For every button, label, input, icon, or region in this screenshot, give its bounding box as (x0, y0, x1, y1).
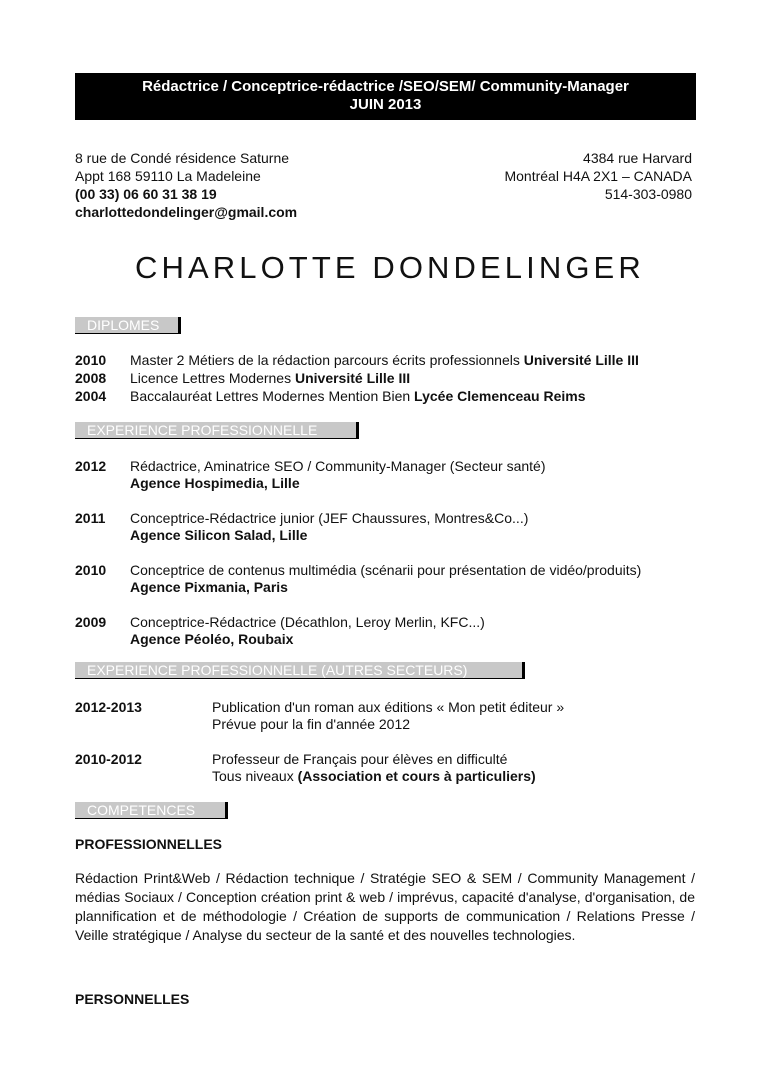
other-experience-note: Tous niveaux (212, 768, 298, 784)
diploma-item (130, 370, 410, 387)
other-experience-line1: Professeur de Français pour élèves en difficulté (212, 751, 508, 767)
cv-date: JUIN 2013 (349, 96, 422, 113)
other-experience-years: 2010-2012 (75, 751, 142, 767)
experience-agency: Agence Hospimedia, Lille (130, 475, 300, 491)
experience-title: Conceptrice-Rédactrice junior (JEF Chaussures, Montres&Co...) (130, 510, 529, 526)
experience-year: 2011 (75, 510, 106, 526)
experience-year: 2012 (75, 458, 107, 474)
diploma-year: 2004 (75, 388, 107, 404)
other-experience-line2 (212, 768, 536, 785)
competences-perso-heading: PERSONNELLES (75, 991, 190, 1007)
other-experience-line2 (212, 716, 410, 733)
section-experience-other: EXPERIENCE PROFESSIONNELLE (AUTRES SECTEURS) (75, 662, 525, 679)
diploma-school: Université Lille III (294, 370, 411, 386)
diploma-item (130, 352, 639, 369)
experience-agency: Agence Pixmania, Paris (130, 579, 288, 595)
experience-year: 2009 (75, 614, 107, 630)
other-experience-note: Prévue pour la fin d'année 2012 (212, 716, 411, 732)
email-address[interactable]: charlottedondelinger@gmail.com (75, 204, 298, 220)
diploma-text: Baccalauréat Lettres Modernes Mention Bien (130, 388, 415, 404)
phone-canada: 514-303-0980 (604, 186, 692, 202)
experience-title: Rédactrice, Aminatrice SEO / Community-Manager (Secteur santé) (130, 458, 546, 474)
experience-title: Conceptrice-Rédactrice (Décathlon, Leroy Merlin, KFC...) (130, 614, 485, 630)
header-banner (75, 73, 696, 120)
section-competences: COMPETENCES (75, 802, 228, 819)
diploma-year: 2008 (75, 370, 107, 386)
diploma-text: Master 2 Métiers de la rédaction parcours écrits professionnels (130, 352, 524, 368)
competences-pro-text: Rédaction Print&Web / Rédaction technique / Stratégie SEO & SEM / Community Management / médias Sociaux / Conception création print & web / imprévus, capacité d'analyse, d'organisation, de plannification et de méthodologie / Création de supports de communication / Relations Presse / Veille stratégique / Analyse du secteur de la santé et des nouvelles technologies. (75, 870, 695, 943)
phone-france: (00 33) 06 60 31 38 19 (75, 186, 217, 202)
job-title: Rédactrice / Conceptrice-rédactrice /SEO/SEM/ Community-Manager (142, 78, 629, 95)
experience-year: 2010 (75, 562, 107, 578)
candidate-name: CHARLOTTE DONDELINGER (135, 250, 645, 285)
section-diplomes: DIPLOMES (75, 317, 181, 334)
diploma-text: Licence Lettres Modernes (130, 370, 295, 386)
experience-agency: Agence Péoléo, Roubaix (130, 631, 294, 647)
diploma-school: Lycée Clemenceau Reims (414, 388, 586, 404)
diploma-item (130, 388, 586, 405)
contact-left (75, 149, 297, 221)
experience-agency: Agence Silicon Salad, Lille (130, 527, 308, 543)
other-experience-line1: Publication d'un roman aux éditions « Mon petit éditeur » (212, 699, 565, 715)
other-experience-years: 2012-2013 (75, 699, 142, 715)
address-line-1-canada: 4384 rue Harvard (583, 150, 692, 166)
contact-right (504, 149, 692, 203)
other-experience-note-bold: (Association et cours à particuliers) (297, 768, 536, 784)
address-line-2-canada: Montréal H4A 2X1 – CANADA (504, 168, 692, 184)
address-line-2: Appt 168 59110 La Madeleine (75, 168, 261, 184)
address-line-1: 8 rue de Condé résidence Saturne (75, 150, 290, 166)
diploma-year: 2010 (75, 352, 107, 368)
section-experience: EXPERIENCE PROFESSIONNELLE (75, 422, 359, 439)
experience-title: Conceptrice de contenus multimédia (scénarii pour présentation de vidéo/produits) (130, 562, 642, 578)
competences-pro-heading: PROFESSIONNELLES (75, 836, 223, 852)
diploma-school: Université Lille III (523, 352, 639, 368)
